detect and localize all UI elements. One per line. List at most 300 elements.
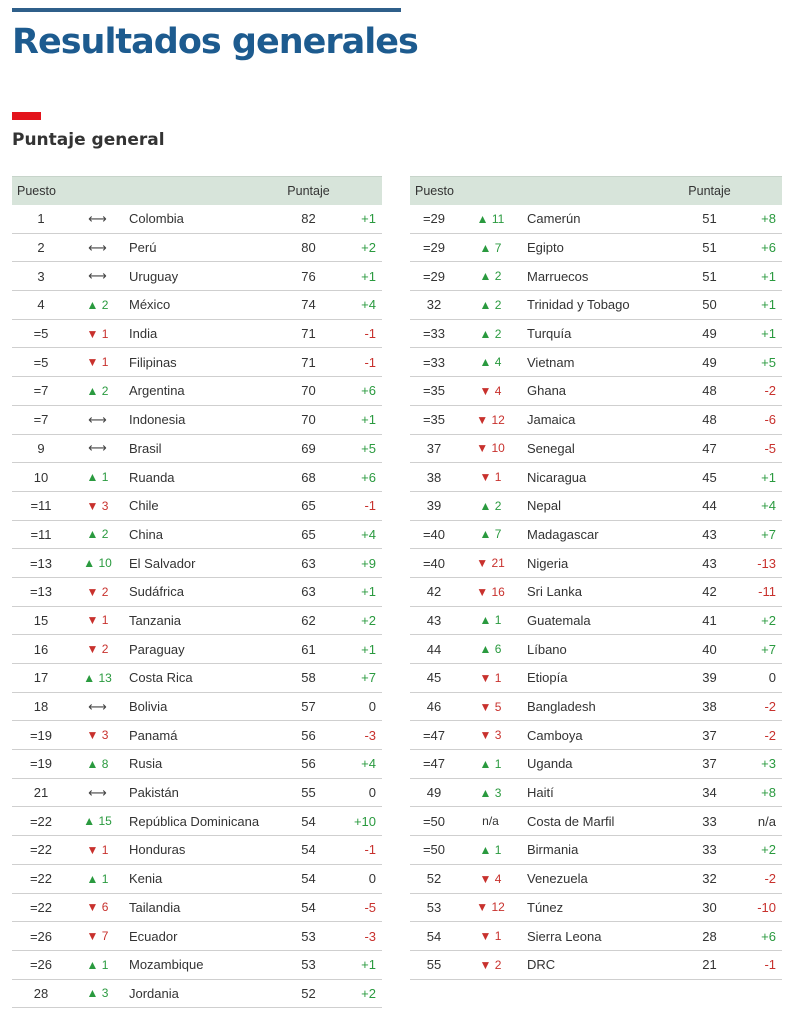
table-row (12, 893, 382, 922)
rank-movement (458, 377, 523, 406)
score-change: +1 (733, 262, 782, 291)
table-row (410, 262, 782, 291)
movement-value: 3 (494, 785, 502, 800)
up-arrow-icon: ▲ (86, 383, 99, 398)
page-title: Resultados generales (12, 22, 418, 62)
rank-position: =26 (12, 950, 70, 979)
score-value: 62 (285, 606, 332, 635)
rank-movement (70, 692, 125, 721)
rank-movement (458, 491, 523, 520)
score-value: 48 (686, 377, 733, 406)
rank-position: =22 (12, 864, 70, 893)
rank-movement (70, 807, 125, 836)
movement-value: 10 (98, 556, 112, 571)
score-value: 57 (285, 692, 332, 721)
down-arrow-icon: ▼ (86, 326, 99, 341)
table-row (12, 233, 382, 262)
country-name: Sudáfrica (125, 577, 285, 606)
movement-value: 16 (491, 584, 505, 599)
score-change: +7 (332, 664, 382, 693)
movement-value: 1 (494, 670, 502, 685)
rank-movement (458, 893, 523, 922)
up-arrow-icon: ▲ (476, 211, 489, 226)
table-header-row (410, 177, 782, 206)
score-value: 54 (285, 807, 332, 836)
score-value: 51 (686, 262, 733, 291)
header-country (523, 177, 686, 206)
table-row (12, 807, 382, 836)
header-change (332, 177, 382, 206)
score-change: -1 (332, 836, 382, 865)
score-change: -1 (332, 491, 382, 520)
table-row (12, 950, 382, 979)
rank-position: 9 (12, 434, 70, 463)
table-row (12, 491, 382, 520)
country-name: Ecuador (125, 922, 285, 951)
score-value: 54 (285, 864, 332, 893)
score-change: +8 (733, 205, 782, 233)
score-change: -2 (733, 721, 782, 750)
score-change: +10 (332, 807, 382, 836)
down-arrow-icon: ▼ (86, 842, 99, 857)
rank-position: =22 (12, 836, 70, 865)
up-arrow-icon: ▲ (83, 670, 96, 685)
up-arrow-icon: ▲ (479, 326, 492, 341)
table-row (12, 864, 382, 893)
rank-movement (458, 549, 523, 578)
score-value: 50 (686, 291, 733, 320)
table-row (410, 922, 782, 951)
movement-value: 1 (494, 613, 502, 628)
movement-value: 3 (101, 498, 109, 513)
no-change-arrows-icon: ⟷ (88, 411, 107, 427)
score-value: 51 (686, 205, 733, 233)
score-change: -1 (332, 348, 382, 377)
table-row (410, 491, 782, 520)
table-row (410, 893, 782, 922)
score-value: 28 (686, 922, 733, 951)
country-name: Marruecos (523, 262, 686, 291)
table-row (12, 205, 382, 233)
score-change: +4 (332, 291, 382, 320)
rank-movement (70, 606, 125, 635)
up-arrow-icon: ▲ (86, 756, 99, 771)
rank-position: 45 (410, 664, 458, 693)
country-name: República Dominicana (125, 807, 285, 836)
rank-position: 55 (410, 950, 458, 979)
movement-value: 1 (101, 871, 109, 886)
score-value: 53 (285, 950, 332, 979)
table-row (12, 549, 382, 578)
rank-movement (70, 922, 125, 951)
score-value: 63 (285, 549, 332, 578)
country-name: Túnez (523, 893, 686, 922)
score-change: +5 (733, 348, 782, 377)
score-value: 56 (285, 750, 332, 779)
country-name: Honduras (125, 836, 285, 865)
rank-movement (70, 893, 125, 922)
score-value: 21 (686, 950, 733, 979)
down-arrow-icon: ▼ (479, 957, 492, 972)
table-row (12, 721, 382, 750)
rank-movement (70, 405, 125, 434)
table-row (410, 721, 782, 750)
movement-value: 11 (491, 211, 505, 226)
rank-movement (70, 491, 125, 520)
score-change: +7 (733, 520, 782, 549)
table-row (12, 291, 382, 320)
score-value: 51 (686, 233, 733, 262)
score-change: +1 (332, 262, 382, 291)
country-name: Etiopía (523, 664, 686, 693)
up-arrow-icon: ▲ (479, 642, 492, 657)
rank-position: =40 (410, 549, 458, 578)
score-change: +4 (332, 750, 382, 779)
rank-movement (70, 262, 125, 291)
country-name: Turquía (523, 319, 686, 348)
up-arrow-icon: ▲ (479, 355, 492, 370)
rank-movement (70, 348, 125, 377)
score-value: 76 (285, 262, 332, 291)
down-arrow-icon: ▼ (479, 383, 492, 398)
section-subtitle: Puntaje general (12, 130, 165, 150)
table-row (12, 606, 382, 635)
table-header-row (12, 177, 382, 206)
rank-position: 15 (12, 606, 70, 635)
movement-value: 12 (491, 412, 505, 427)
rank-movement (458, 692, 523, 721)
country-name: Ghana (523, 377, 686, 406)
rank-movement (458, 520, 523, 549)
rank-movement (458, 836, 523, 865)
movement-value: 1 (494, 842, 502, 857)
country-name: Brasil (125, 434, 285, 463)
movement-value: 2 (101, 527, 109, 542)
score-value: 34 (686, 778, 733, 807)
score-value: 70 (285, 377, 332, 406)
table-row (410, 836, 782, 865)
table-row (410, 950, 782, 979)
table-row (410, 664, 782, 693)
score-value: 71 (285, 348, 332, 377)
rank-movement (458, 950, 523, 979)
rank-movement (458, 577, 523, 606)
rank-movement (70, 520, 125, 549)
table-row (410, 606, 782, 635)
country-name: El Salvador (125, 549, 285, 578)
movement-value: 2 (494, 498, 502, 513)
score-change: 0 (332, 778, 382, 807)
score-value: 45 (686, 463, 733, 492)
down-arrow-icon: ▼ (86, 642, 99, 657)
country-name: Kenia (125, 864, 285, 893)
rank-position: 54 (410, 922, 458, 951)
score-change: +2 (332, 233, 382, 262)
score-value: 53 (285, 922, 332, 951)
rank-position: 18 (12, 692, 70, 721)
movement-value: 1 (101, 842, 109, 857)
rank-position: 32 (410, 291, 458, 320)
score-change: +1 (332, 635, 382, 664)
rank-position: =26 (12, 922, 70, 951)
movement-value: 7 (494, 527, 502, 542)
rank-movement (70, 434, 125, 463)
score-value: 30 (686, 893, 733, 922)
up-arrow-icon: ▲ (479, 613, 492, 628)
country-name: Chile (125, 491, 285, 520)
table-row (410, 549, 782, 578)
country-name: Líbano (523, 635, 686, 664)
score-value: 40 (686, 635, 733, 664)
rank-position: 10 (12, 463, 70, 492)
table-row (12, 377, 382, 406)
table-row (12, 664, 382, 693)
no-change-arrows-icon: ⟷ (88, 698, 107, 714)
movement-value: 2 (494, 957, 502, 972)
table-row (410, 807, 782, 836)
score-change: +9 (332, 549, 382, 578)
table-row (410, 405, 782, 434)
table-row (12, 836, 382, 865)
rank-position: =33 (410, 348, 458, 377)
table-row (410, 635, 782, 664)
rank-position: =35 (410, 377, 458, 406)
rank-movement (458, 778, 523, 807)
score-value: 58 (285, 664, 332, 693)
rank-movement (70, 778, 125, 807)
score-change: +1 (332, 205, 382, 233)
table-row (410, 778, 782, 807)
movement-value: 2 (101, 297, 109, 312)
rank-position: 3 (12, 262, 70, 291)
rank-position: =5 (12, 319, 70, 348)
country-name: Camerún (523, 205, 686, 233)
score-value: 33 (686, 807, 733, 836)
rank-position: =47 (410, 750, 458, 779)
movement-value: 4 (494, 383, 502, 398)
down-arrow-icon: ▼ (86, 498, 99, 513)
up-arrow-icon: ▲ (479, 785, 492, 800)
table-row (410, 233, 782, 262)
rank-position: =19 (12, 721, 70, 750)
movement-value: 2 (494, 297, 502, 312)
table-row (12, 979, 382, 1008)
up-arrow-icon: ▲ (479, 269, 492, 284)
rank-movement (70, 721, 125, 750)
table-row (410, 864, 782, 893)
down-arrow-icon: ▼ (476, 441, 489, 456)
down-arrow-icon: ▼ (86, 728, 99, 743)
up-arrow-icon: ▲ (479, 240, 492, 255)
table-row (12, 922, 382, 951)
rank-movement (70, 377, 125, 406)
score-change: +2 (733, 606, 782, 635)
table-row (410, 348, 782, 377)
score-value: 54 (285, 836, 332, 865)
rank-position: 38 (410, 463, 458, 492)
country-name: Nepal (523, 491, 686, 520)
rank-position: 17 (12, 664, 70, 693)
score-value: 61 (285, 635, 332, 664)
movement-value: 1 (494, 929, 502, 944)
rank-movement (458, 922, 523, 951)
rank-movement (458, 434, 523, 463)
header-country (125, 177, 285, 206)
down-arrow-icon: ▼ (86, 929, 99, 944)
rank-movement (70, 864, 125, 893)
country-name: Panamá (125, 721, 285, 750)
up-arrow-icon: ▲ (479, 297, 492, 312)
country-name: Venezuela (523, 864, 686, 893)
score-change: n/a (733, 807, 782, 836)
score-value: 33 (686, 836, 733, 865)
country-name: Argentina (125, 377, 285, 406)
table-row (12, 463, 382, 492)
country-name: Nicaragua (523, 463, 686, 492)
score-value: 38 (686, 692, 733, 721)
score-value: 69 (285, 434, 332, 463)
rank-position: 53 (410, 893, 458, 922)
movement-value: 2 (101, 383, 109, 398)
table-row (410, 750, 782, 779)
up-arrow-icon: ▲ (479, 498, 492, 513)
country-name: Nigeria (523, 549, 686, 578)
header-movement (458, 177, 523, 206)
table-row (410, 205, 782, 233)
score-change: +1 (733, 291, 782, 320)
up-arrow-icon: ▲ (86, 527, 99, 542)
movement-value: 1 (101, 957, 109, 972)
rank-position: =13 (12, 577, 70, 606)
rank-position: =35 (410, 405, 458, 434)
score-value: 54 (285, 893, 332, 922)
header-puesto: Puesto (410, 177, 458, 206)
country-name: Trinidad y Tobago (523, 291, 686, 320)
table-row (410, 319, 782, 348)
score-change: +6 (332, 377, 382, 406)
rank-movement (458, 606, 523, 635)
table-row (12, 405, 382, 434)
down-arrow-icon: ▼ (86, 584, 99, 599)
movement-value: 5 (494, 699, 502, 714)
rank-movement (458, 750, 523, 779)
movement-value: 1 (101, 355, 109, 370)
score-change: +8 (733, 778, 782, 807)
score-value: 65 (285, 520, 332, 549)
movement-value: 10 (491, 441, 505, 456)
movement-value: 3 (101, 986, 109, 1001)
rank-movement (70, 750, 125, 779)
table-row (410, 434, 782, 463)
rank-movement (70, 635, 125, 664)
country-name: Senegal (523, 434, 686, 463)
score-change: +1 (733, 463, 782, 492)
rank-position: 37 (410, 434, 458, 463)
country-name: Mozambique (125, 950, 285, 979)
table-row (12, 319, 382, 348)
rank-movement (70, 950, 125, 979)
country-name: DRC (523, 950, 686, 979)
score-value: 32 (686, 864, 733, 893)
rank-position: =7 (12, 405, 70, 434)
score-value: 68 (285, 463, 332, 492)
country-name: Rusia (125, 750, 285, 779)
movement-value: 1 (494, 756, 502, 771)
score-change: -11 (733, 577, 782, 606)
score-value: 44 (686, 491, 733, 520)
score-value: 56 (285, 721, 332, 750)
score-change: +1 (332, 950, 382, 979)
country-name: Vietnam (523, 348, 686, 377)
down-arrow-icon: ▼ (479, 929, 492, 944)
rank-movement (458, 205, 523, 233)
score-value: 39 (686, 664, 733, 693)
no-change-arrows-icon: ⟷ (88, 239, 107, 255)
score-value: 43 (686, 520, 733, 549)
up-arrow-icon: ▲ (86, 957, 99, 972)
movement-value: 2 (494, 269, 502, 284)
rank-movement (458, 463, 523, 492)
movement-value: 3 (494, 728, 502, 743)
down-arrow-icon: ▼ (86, 900, 99, 915)
rank-movement (70, 979, 125, 1008)
score-change: +3 (733, 750, 782, 779)
movement-value: 15 (98, 814, 112, 829)
no-change-arrows-icon: ⟷ (88, 268, 107, 284)
down-arrow-icon: ▼ (479, 728, 492, 743)
rank-position: 52 (410, 864, 458, 893)
rank-movement (458, 319, 523, 348)
down-arrow-icon: ▼ (476, 584, 489, 599)
rank-position: 39 (410, 491, 458, 520)
score-change: 0 (733, 664, 782, 693)
rank-position: 16 (12, 635, 70, 664)
score-change: -3 (332, 922, 382, 951)
rank-position: 4 (12, 291, 70, 320)
score-change: -6 (733, 405, 782, 434)
rank-position: =22 (12, 807, 70, 836)
movement-value: 1 (101, 613, 109, 628)
country-name: Egipto (523, 233, 686, 262)
score-value: 52 (285, 979, 332, 1008)
rank-position: =11 (12, 520, 70, 549)
score-change: +2 (332, 979, 382, 1008)
country-name: Tanzania (125, 606, 285, 635)
score-change: -5 (332, 893, 382, 922)
movement-value: 12 (491, 900, 505, 915)
score-value: 55 (285, 778, 332, 807)
rank-movement (70, 319, 125, 348)
rank-movement (70, 233, 125, 262)
country-name: Costa Rica (125, 664, 285, 693)
rank-position: 42 (410, 577, 458, 606)
score-value: 80 (285, 233, 332, 262)
country-name: México (125, 291, 285, 320)
rank-position: =22 (12, 893, 70, 922)
table-row (410, 291, 782, 320)
score-change: +6 (332, 463, 382, 492)
down-arrow-icon: ▼ (476, 556, 489, 571)
table-row (410, 577, 782, 606)
country-name: China (125, 520, 285, 549)
score-value: 37 (686, 721, 733, 750)
score-value: 70 (285, 405, 332, 434)
score-change: -2 (733, 692, 782, 721)
up-arrow-icon: ▲ (86, 871, 99, 886)
movement-value: 4 (494, 355, 502, 370)
country-name: Paraguay (125, 635, 285, 664)
movement-value: 6 (101, 900, 109, 915)
